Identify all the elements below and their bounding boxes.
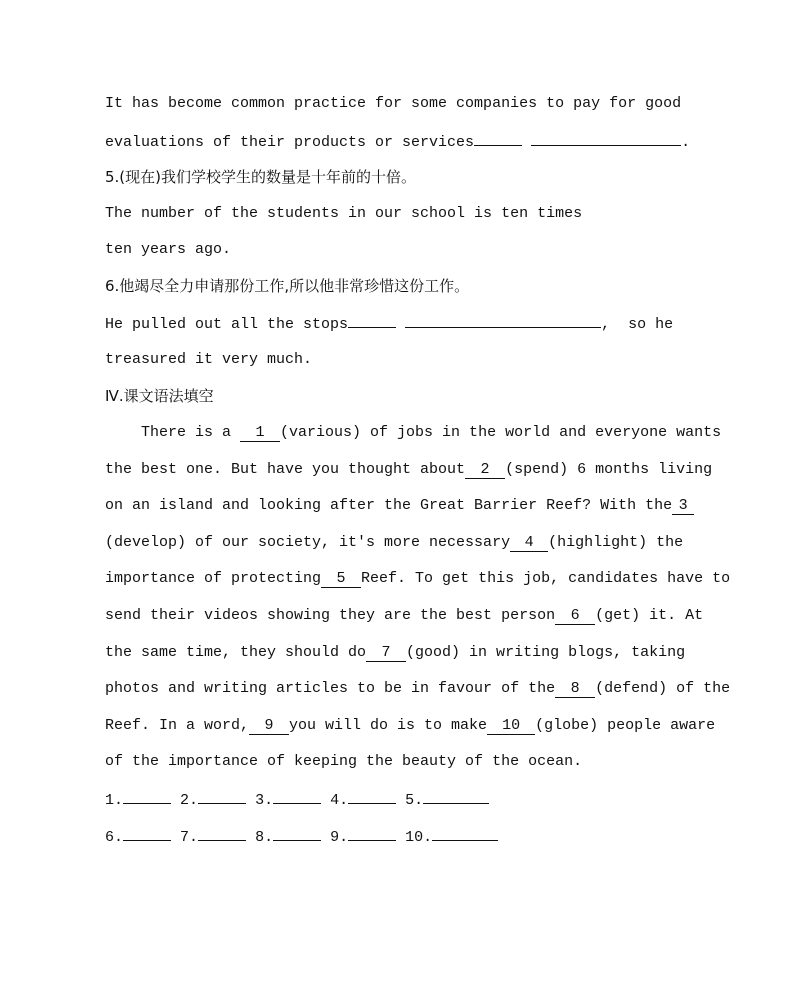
answer-blank-9[interactable] xyxy=(348,826,396,841)
answer-label-1: 1. xyxy=(105,792,124,809)
passage-text: the same time, they should do xyxy=(105,644,367,661)
q5-line-2: ten years ago. xyxy=(105,241,232,258)
q6-blank-2[interactable] xyxy=(405,313,601,328)
answer-label-3: 3. xyxy=(255,792,274,809)
passage-text: (highlight) the xyxy=(548,534,684,551)
blank-7[interactable]: 7 xyxy=(366,644,406,662)
q5-line-1: The number of the students in our school is ten times xyxy=(105,205,583,222)
answer-label-2: 2. xyxy=(180,792,199,809)
passage-line-7 xyxy=(105,643,694,663)
blank-1[interactable]: 1 xyxy=(240,424,280,442)
answer-label-4: 4. xyxy=(330,792,349,809)
answer-blank-2[interactable] xyxy=(198,789,246,804)
answer-label-7: 7. xyxy=(180,829,199,846)
answer-label-5: 5. xyxy=(405,792,424,809)
blank-9[interactable]: 9 xyxy=(249,717,289,735)
q6-chinese-prompt: 6.他竭尽全力申请那份工作,所以他非常珍惜这份工作。 xyxy=(105,277,470,295)
passage-text: the best one. But have you thought about xyxy=(105,461,466,478)
q6-line-1 xyxy=(105,313,694,335)
q4-line-2 xyxy=(105,131,694,153)
blank-8[interactable]: 8 xyxy=(555,680,595,698)
q6-line-2: treasured it very much. xyxy=(105,351,313,368)
section-title: Ⅳ.课文语法填空 xyxy=(105,387,214,405)
passage-line-6 xyxy=(105,606,704,626)
answer-blank-10[interactable] xyxy=(432,826,498,841)
answer-label-9: 9. xyxy=(330,829,349,846)
blank-5[interactable]: 5 xyxy=(321,570,361,588)
passage-text: importance of protecting xyxy=(105,570,322,587)
passage-text: (good) in writing blogs, taking xyxy=(406,644,686,661)
blank-6[interactable]: 6 xyxy=(555,607,595,625)
blank-4[interactable]: 4 xyxy=(510,534,548,552)
q4-line-2-end: . xyxy=(681,134,691,151)
q4-line-2-text: evaluations of their products or services xyxy=(105,134,475,151)
passage-line-4 xyxy=(105,533,694,553)
blank-2[interactable]: 2 xyxy=(465,461,505,479)
passage-text: There is a xyxy=(105,424,241,441)
answer-blank-5[interactable] xyxy=(423,789,489,804)
q4-blank-2[interactable] xyxy=(531,131,681,146)
answer-label-10: 10. xyxy=(405,829,433,846)
passage-text: (develop) of our society, it's more necessary xyxy=(105,534,511,551)
answer-blank-4[interactable] xyxy=(348,789,396,804)
q5-chinese-prompt: 5.(现在)我们学校学生的数量是十年前的十倍。 xyxy=(105,168,417,186)
q6-line-1-end: , so he xyxy=(601,316,674,333)
q6-blank-1[interactable] xyxy=(348,313,396,328)
passage-line-1 xyxy=(105,423,722,443)
answer-row-1 xyxy=(105,789,694,811)
answer-blank-1[interactable] xyxy=(123,789,171,804)
passage-line-9 xyxy=(105,716,716,736)
answer-label-6: 6. xyxy=(105,829,124,846)
q4-line-1: It has become common practice for some companies to pay for good xyxy=(105,95,682,112)
answer-blank-3[interactable] xyxy=(273,789,321,804)
answer-blank-7[interactable] xyxy=(198,826,246,841)
blank-10[interactable]: 10 xyxy=(487,717,535,735)
passage-text: (get) it. At xyxy=(595,607,704,624)
passage-line-3 xyxy=(105,496,694,516)
passage-text: (various) of jobs in the world and everyone wants xyxy=(280,424,722,441)
passage-text: Reef. In a word, xyxy=(105,717,250,734)
answer-label-8: 8. xyxy=(255,829,274,846)
q4-blank-1[interactable] xyxy=(474,131,522,146)
passage-text: you will do is to make xyxy=(289,717,488,734)
q6-line-1-text: He pulled out all the stops xyxy=(105,316,349,333)
answer-blank-6[interactable] xyxy=(123,826,171,841)
blank-3[interactable]: 3 xyxy=(672,497,694,515)
passage-line-5 xyxy=(105,569,731,589)
answer-row-2 xyxy=(105,826,694,848)
passage-line-2 xyxy=(105,460,713,480)
passage-text: Reef. To get this job, candidates have to xyxy=(361,570,731,587)
passage-text: (spend) 6 months living xyxy=(505,461,713,478)
passage-text: on an island and looking after the Great Barrier Reef? With the xyxy=(105,497,673,514)
passage-text: (globe) people aware xyxy=(535,717,716,734)
passage-line-8 xyxy=(105,679,731,699)
passage-text: send their videos showing they are the best person xyxy=(105,607,556,624)
passage-line-10: of the importance of keeping the beauty of the ocean. xyxy=(105,753,583,770)
answer-blank-8[interactable] xyxy=(273,826,321,841)
passage-text: photos and writing articles to be in favour of the xyxy=(105,680,556,697)
passage-text: (defend) of the xyxy=(595,680,731,697)
